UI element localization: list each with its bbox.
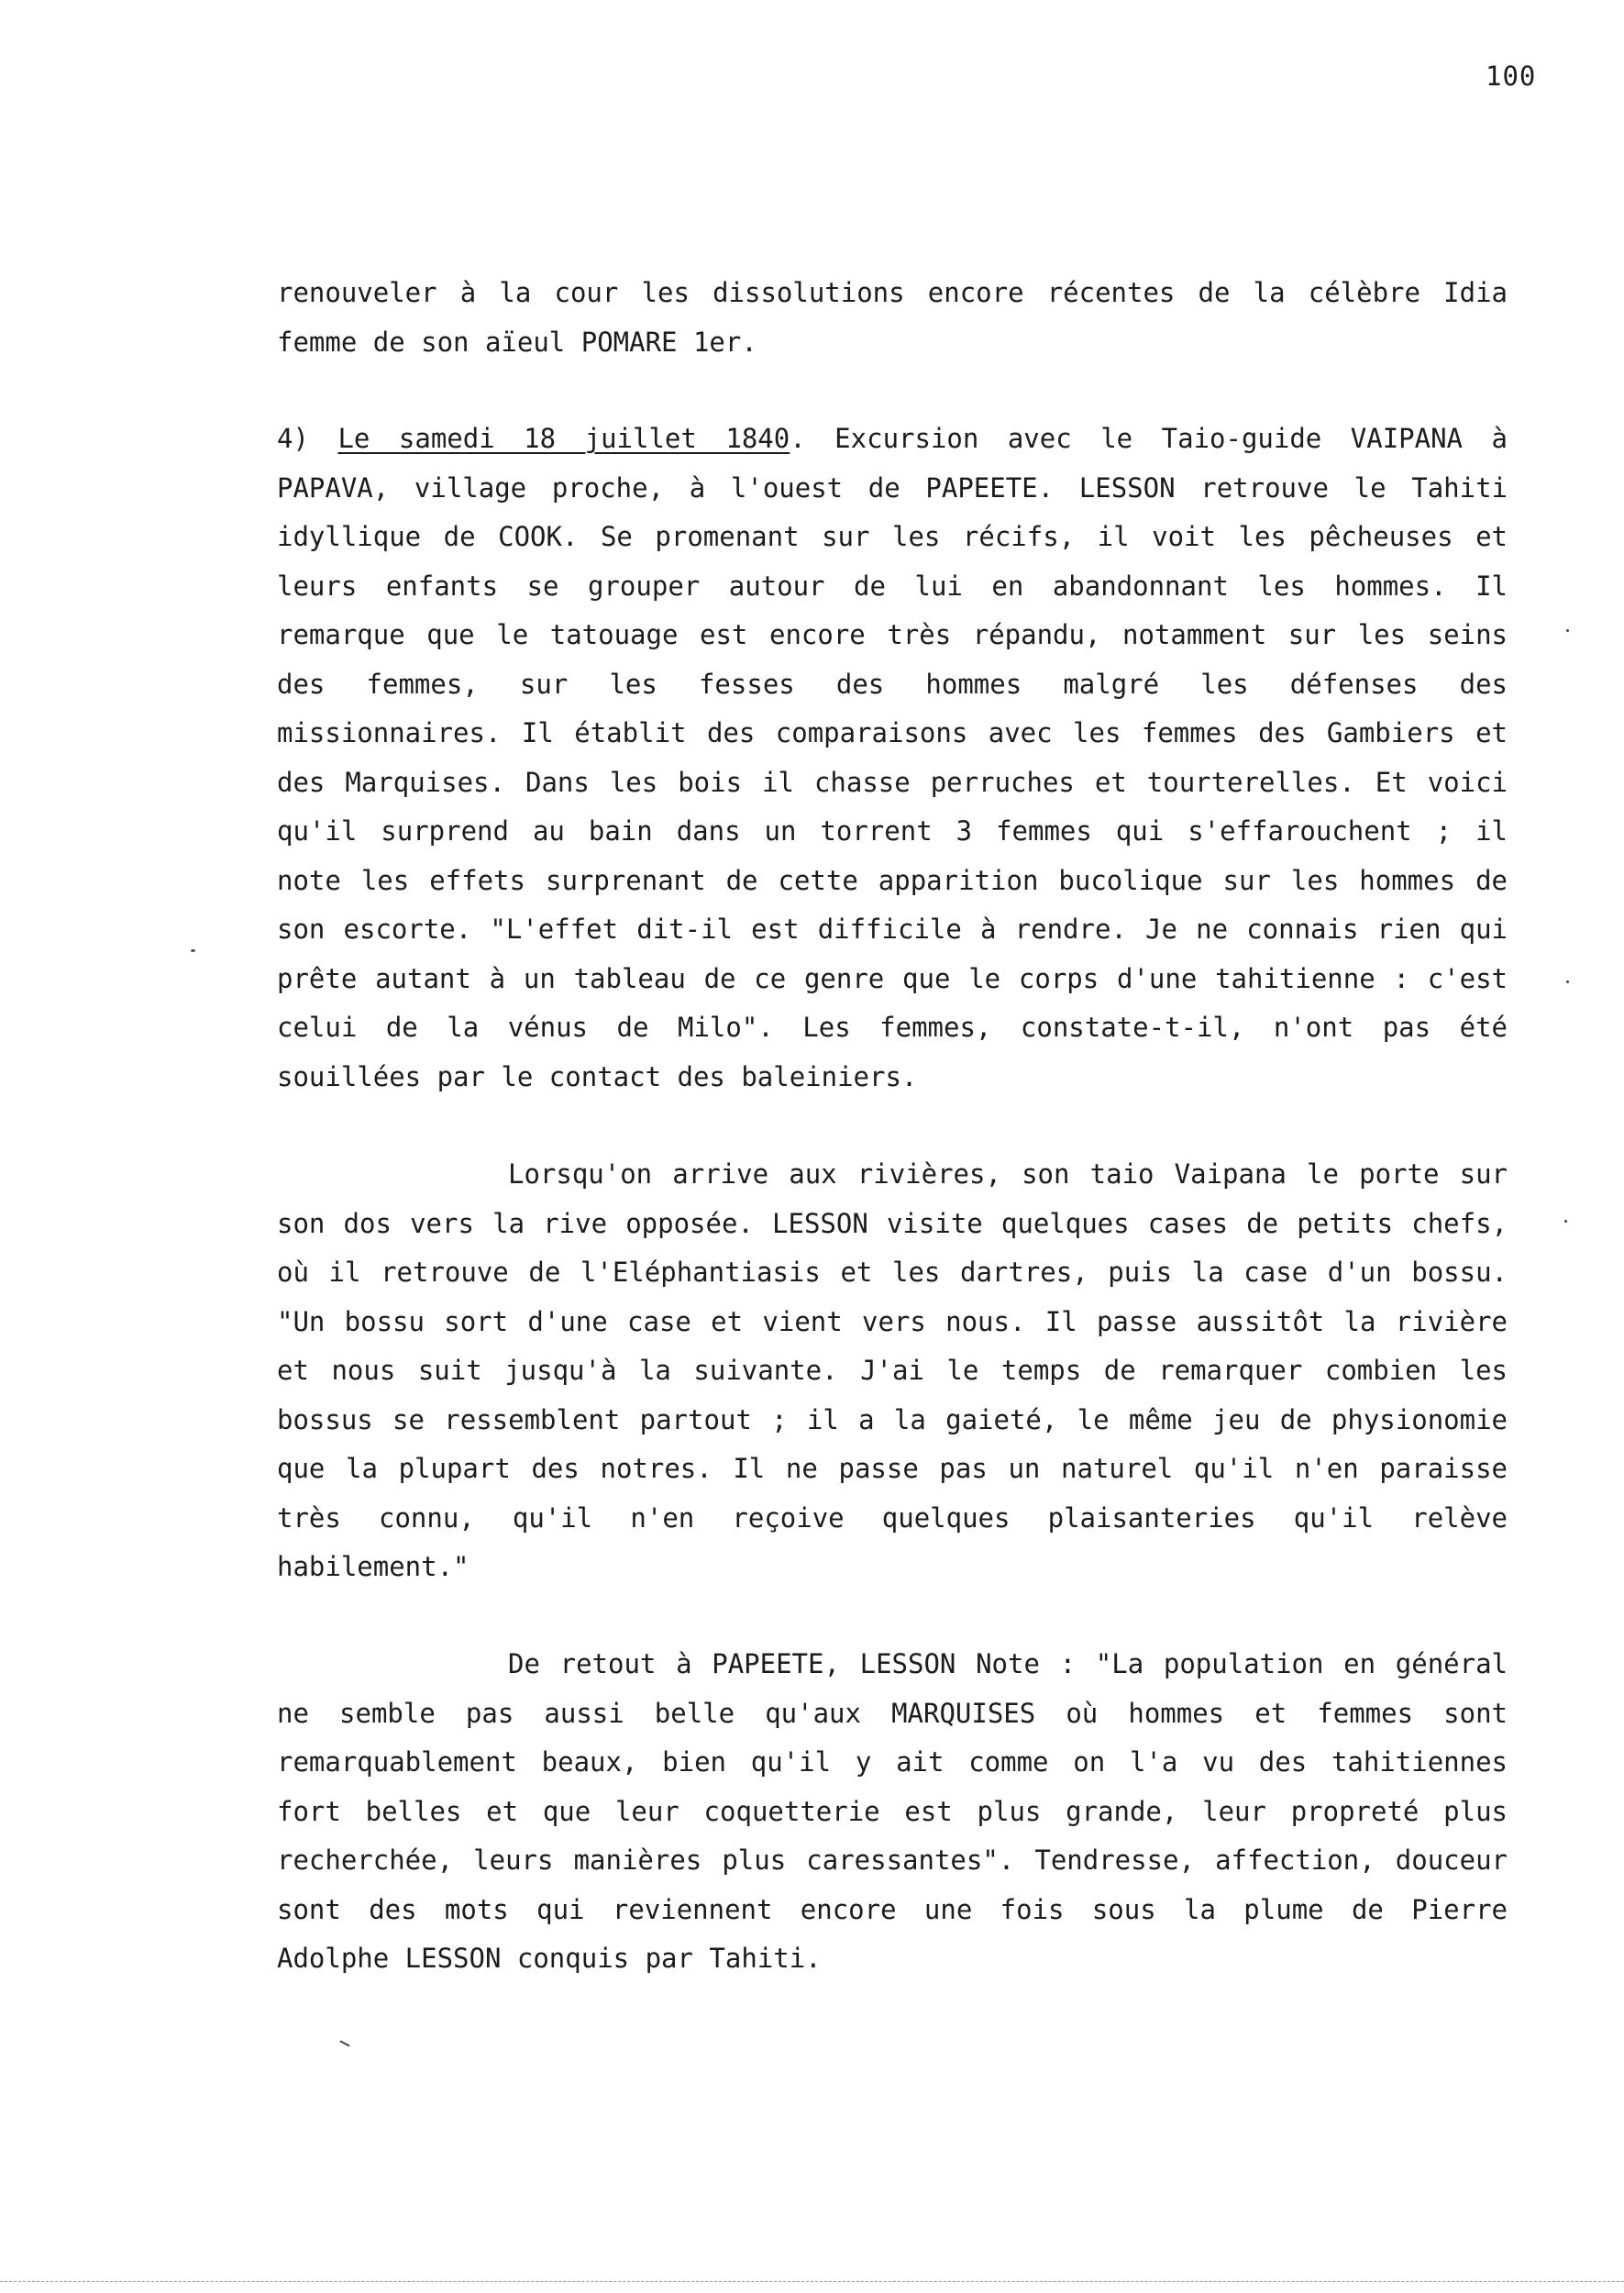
- text-line: celui de la vénus de Milo". Les femmes, constate-t-il, n'ont pas été: [277, 1012, 1508, 1043]
- text-line: habilement.": [277, 1551, 470, 1582]
- text-line: très connu, qu'il n'en reçoive quelques plaisanteries qu'il relève: [277, 1501, 1508, 1534]
- text-line: renouveler à la cour les dissolutions encore récentes de la célèbre Idia: [277, 277, 1508, 308]
- page-number: 100: [1486, 61, 1537, 92]
- text-line: qu'il surprend au bain dans un torrent 3 femmes qui s'effarouchent ; il: [277, 815, 1508, 847]
- paragraph-4: [277, 1640, 1508, 1984]
- text-line: des Marquises. Dans les bois il chasse perruches et tourterelles. Et voici: [277, 766, 1508, 798]
- text-line: "Un bossu sort d'une case et vient vers nous. Il passe aussitôt la rivière: [277, 1305, 1508, 1337]
- scan-speck: [339, 2040, 350, 2046]
- text-line: prête autant à un tableau de ce genre que le corps d'une tahitienne : c'est: [277, 962, 1508, 994]
- text-line: PAPAVA, village proche, à l'ouest de PAPEETE. LESSON retrouve le Tahiti: [277, 471, 1508, 504]
- text-line: des femmes, sur les fesses des hommes malgré les défenses des: [277, 668, 1508, 700]
- text-line-indented: De retout à PAPEETE, LESSON Note : "La population en général: [508, 1648, 1508, 1679]
- text-line: leurs enfants se grouper autour de lui en abandonnant les hommes. Il: [277, 570, 1508, 602]
- text-line: idyllique de COOK. Se promenant sur les récifs, il voit les pêcheuses et: [277, 521, 1508, 552]
- scan-speck: [1566, 629, 1569, 632]
- text-line: missionnaires. Il établit des comparaisons avec les femmes des Gambiers et: [277, 717, 1508, 748]
- text-line: Adolphe LESSON conquis par Tahiti.: [277, 1943, 822, 1974]
- paragraph-1: [277, 269, 1508, 367]
- text-line: où il retrouve de l'Eléphantiasis et les dartres, puis la case d'un bossu.: [277, 1257, 1508, 1288]
- scan-speck: [191, 949, 195, 952]
- text-line: son escorte. "L'effet dit-il est difficile à rendre. Je ne connais rien qui: [277, 914, 1508, 945]
- text-line: remarquablement beaux, bien qu'il y ait comme on l'a vu des tahitiennes: [277, 1746, 1508, 1778]
- text-line: que la plupart des notres. Il ne passe pas un naturel qu'il n'en paraisse: [277, 1453, 1508, 1484]
- text-line: son dos vers la rive opposée. LESSON visite quelques cases de petits chefs,: [277, 1207, 1508, 1239]
- heading-rest: . Excursion avec le Taio-guide VAIPANA à: [790, 423, 1508, 454]
- page-bottom-edge: [0, 2281, 1624, 2282]
- paragraph-3: [277, 1150, 1508, 1592]
- scan-speck: [1564, 1220, 1567, 1223]
- item-number: 4): [277, 423, 338, 454]
- scan-speck: [1566, 980, 1569, 983]
- text-line: ne semble pas aussi belle qu'aux MARQUISES où hommes et femmes sont: [277, 1697, 1508, 1729]
- text-line: souillées par le contact des baleiniers.: [277, 1060, 918, 1092]
- text-line: bossus se ressemblent partout ; il a la gaieté, le même jeu de physionomie: [277, 1403, 1508, 1435]
- text-line: remarque que le tatouage est encore très répandu, notamment sur les seins: [277, 619, 1508, 650]
- text-line-indented: Lorsqu'on arrive aux rivières, son taio Vaipana le porte sur: [508, 1158, 1508, 1190]
- text-line: fort belles et que leur coquetterie est plus grande, leur propreté plus: [277, 1795, 1508, 1827]
- text-line: note les effets surprenant de cette apparition bucolique sur les hommes de: [277, 864, 1508, 896]
- text-line: et nous suit jusqu'à la suivante. J'ai le temps de remarquer combien les: [277, 1355, 1508, 1386]
- text-line-heading: [277, 415, 1508, 464]
- section-date: Le samedi 18 juillet 1840: [337, 423, 790, 454]
- text-line: femme de son aïeul POMARE 1er.: [277, 326, 757, 358]
- paragraph-2: [277, 415, 1508, 1102]
- text-line: recherchée, leurs manières plus caressantes". Tendresse, affection, douceur: [277, 1844, 1508, 1876]
- text-line: sont des mots qui reviennent encore une fois sous la plume de Pierre: [277, 1893, 1508, 1925]
